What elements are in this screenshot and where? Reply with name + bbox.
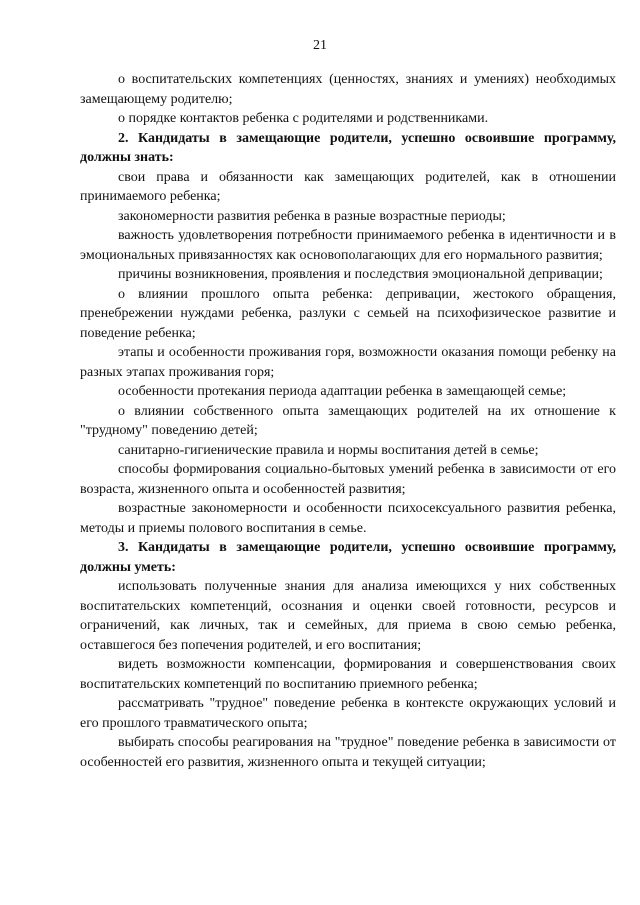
paragraph: выбирать способы реагирования на "трудное" поведение ребенка в зависимости от особенностей его развития, жизненного опыта и текущей ситуации; (80, 735, 616, 770)
paragraph: особенности протекания периода адаптации ребенка в замещающей семье; (118, 384, 567, 399)
paragraph: закономерности развития ребенка в разные возрастные периоды; (118, 208, 506, 224)
paragraph: свои права и обязанности как замещающих родителей, как в отношении принимаемого ребенка; (80, 169, 616, 204)
paragraph: видеть возможности компенсации, формирования и совершенствования своих воспитательских компетенций по воспитанию приемного ребенка; (80, 657, 616, 692)
paragraph: использовать полученные знания для анализа имеющихся у них собственных воспитательских компетенций, осознания и оценки своей готовности, ресурсов и ограничений, как личных, так и семейных, для приема в свою семью ребенка, оставшегося без попечения родителей, и его воспитания; (80, 579, 616, 653)
paragraph: этапы и особенности проживания горя, возможности оказания помощи ребенку на разных этапах проживания горя; (80, 345, 616, 380)
section-heading: 2. Кандидаты в замещающие родители, успешно освоившие программу, должны знать: (80, 130, 616, 165)
paragraph: способы формирования социально-бытовых умений ребенка в зависимости от его возраста, жизненного опыта и особенностей развития; (80, 462, 616, 497)
paragraph: причины возникновения, проявления и последствия эмоциональной депривации; (118, 267, 603, 282)
page-number: 21 (313, 38, 327, 53)
document-body (80, 70, 616, 772)
paragraph: санитарно-гигиенические правила и нормы воспитания детей в семье; (118, 442, 539, 458)
paragraph: о воспитательских компетенциях (ценностях, знаниях и умениях) необходимых замещающему родителю; (80, 72, 616, 107)
paragraph: возрастные закономерности и особенности психосексуального развития ребенка, методы и приемы полового воспитания в семье. (80, 501, 616, 536)
section-heading: 3. Кандидаты в замещающие родители, успешно освоившие программу, должны уметь: (80, 540, 616, 575)
paragraph: о порядке контактов ребенка с родителями и родственниками. (118, 111, 489, 126)
paragraph: важность удовлетворения потребности принимаемого ребенка в идентичности и в эмоциональных привязанностях как основополагающих для его нормального развития; (80, 228, 616, 263)
paragraph: о влиянии собственного опыта замещающих родителей на их отношение к "трудному" поведению детей; (80, 403, 616, 438)
paragraph: рассматривать "трудное" поведение ребенка в контексте окружающих условий и его прошлого травматического опыта; (80, 696, 616, 731)
paragraph: о влиянии прошлого опыта ребенка: депривации, жестокого обращения, пренебрежении нуждами ребенка, разлуки с семьей на психофизическое развитие и поведение ребенка; (80, 286, 616, 341)
